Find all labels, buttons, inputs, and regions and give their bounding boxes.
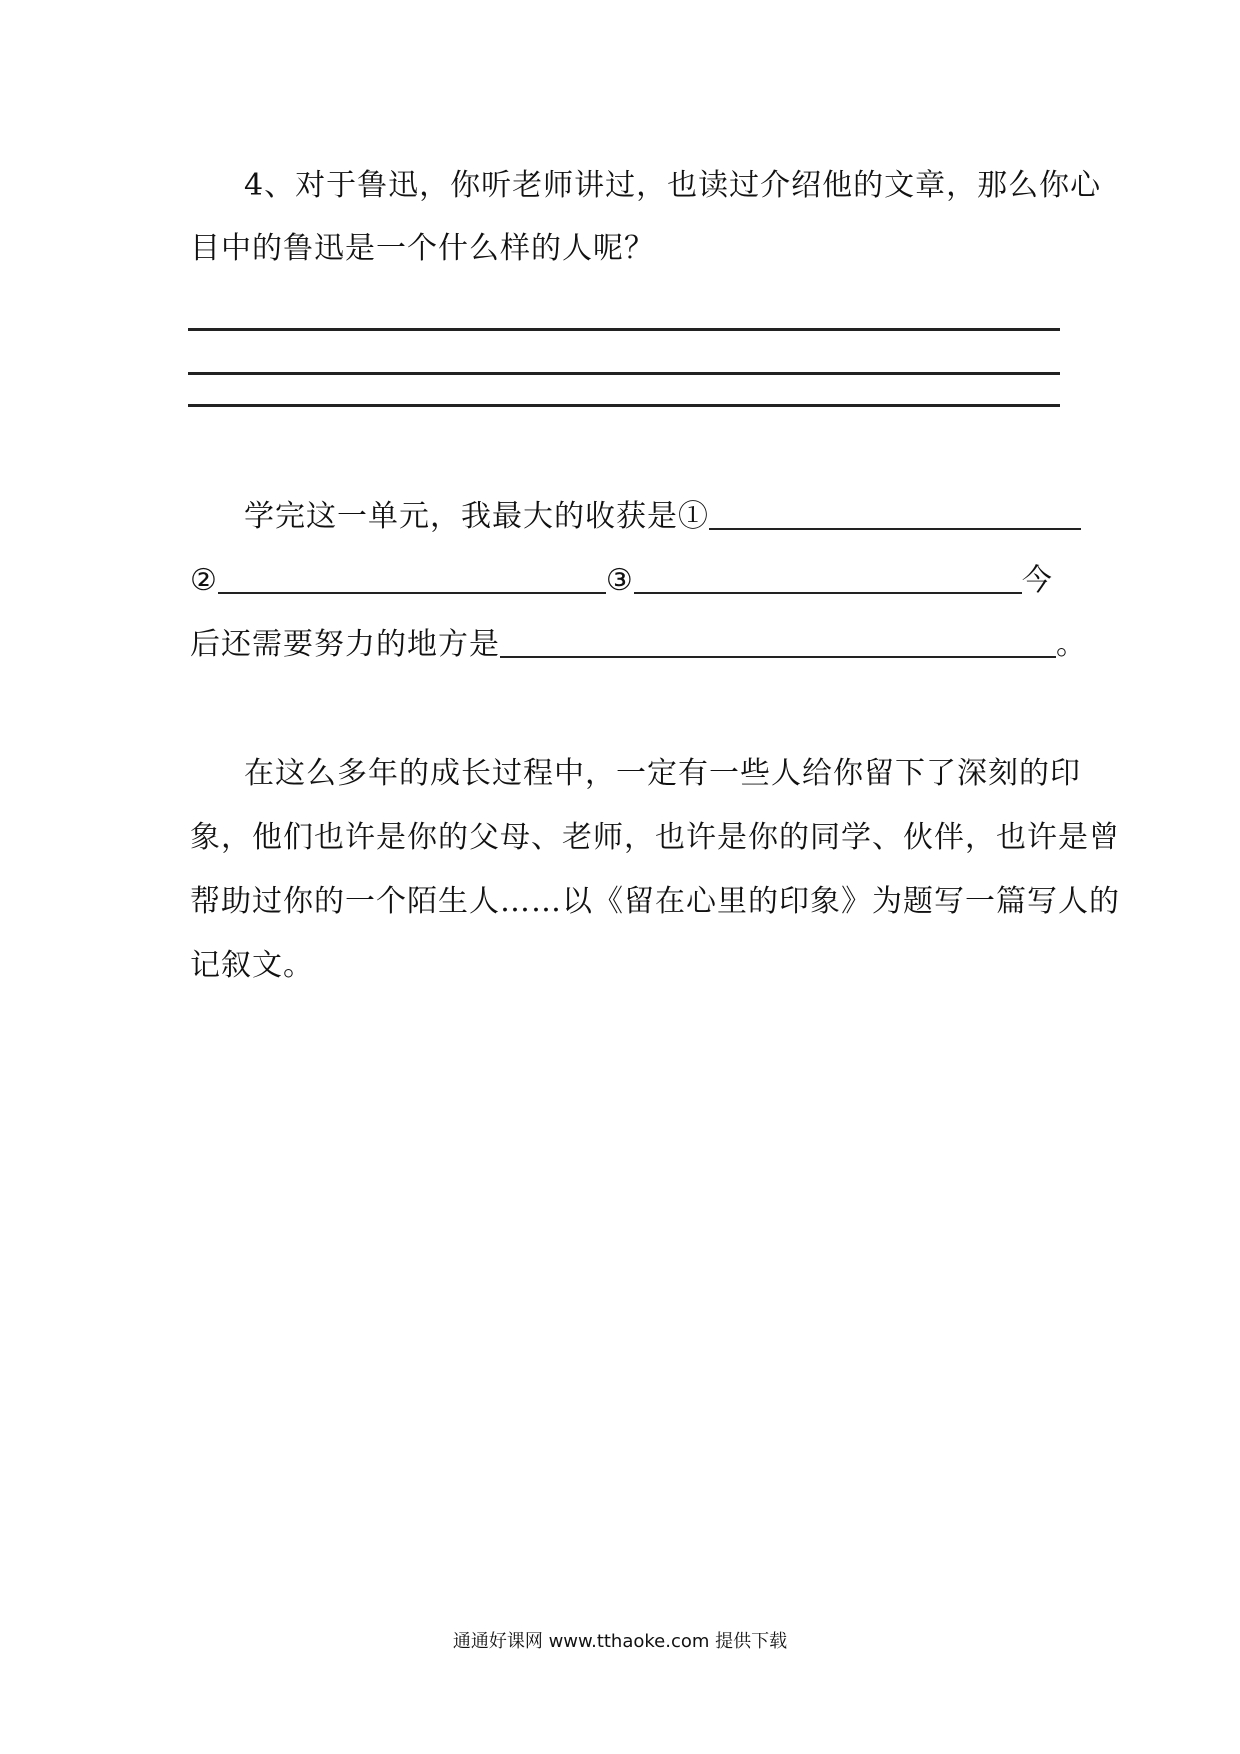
answer-line-1[interactable] <box>188 328 1060 331</box>
reflection-line-1 <box>244 494 1081 537</box>
reflection-line-2-end: 今 <box>1021 563 1053 598</box>
answer-line-2[interactable] <box>188 372 1060 375</box>
question-4-line-1: 4、对于鲁迅，你听老师讲过，也读过介绍他的文章，那么你心 <box>244 168 1102 203</box>
composition-line-2: 象，他们也许是你的父母、老师，也许是你的同学、伙伴，也许是曾 <box>190 820 1120 855</box>
gain-blank-2[interactable] <box>218 562 606 594</box>
gain-marker-2: ② <box>190 563 218 598</box>
page-footer: 通通好课网 www.tthaoke.com 提供下载 <box>452 1631 788 1652</box>
reflection-line-3-end: 。 <box>1056 627 1087 662</box>
gain-marker-3: ③ <box>605 563 634 598</box>
reflection-gain-label: 学完这一单元，我最大的收获是① <box>244 499 709 534</box>
answer-line-3[interactable] <box>188 404 1060 407</box>
gain-blank-1[interactable] <box>709 498 1081 530</box>
composition-line-1: 在这么多年的成长过程中，一定有一些人给你留下了深刻的印 <box>244 756 1081 791</box>
question-4-line-2: 目中的鲁迅是一个什么样的人呢？ <box>190 231 655 266</box>
improvement-label: 后还需要努力的地方是 <box>190 627 500 662</box>
improvement-blank[interactable] <box>500 626 1056 658</box>
reflection-line-2 <box>190 558 1053 601</box>
gain-blank-3[interactable] <box>634 562 1022 594</box>
composition-line-3: 帮助过你的一个陌生人……以《留在心里的印象》为题写一篇写人的 <box>190 884 1120 919</box>
composition-line-4: 记叙文。 <box>190 948 314 983</box>
reflection-line-3 <box>190 622 1087 665</box>
